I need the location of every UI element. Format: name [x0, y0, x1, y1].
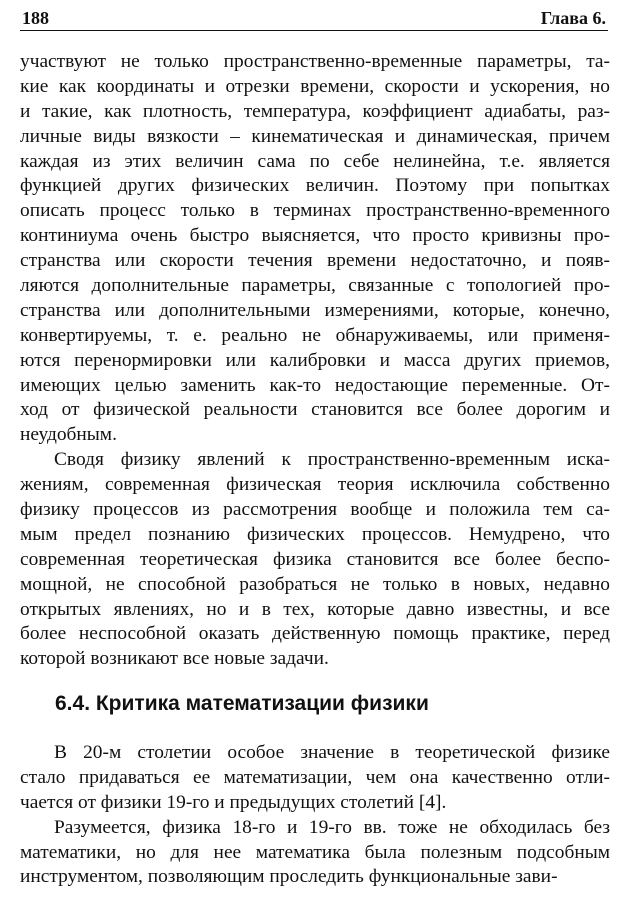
text-line: ход от физической реальности становится все более дорогим и: [20, 399, 610, 421]
text-line: функцией других физических величин. Поэтому при попытках: [20, 175, 610, 197]
text-line: и такие, как плотность, температура, коэффициент адиабаты, раз-: [20, 100, 610, 122]
text-line: более неспособной оказать действенную помощь практике, перед: [20, 623, 610, 645]
text-line: кие как координаты и отрезки времени, скорости и ускорения, но: [20, 75, 610, 97]
text-line: В 20-м столетии особое значение в теоретической физике: [54, 742, 610, 763]
body-text: [20, 50, 610, 672]
text-line: конвертируемы, т. е. реально не обнаруживаемы, или применя-: [20, 324, 610, 346]
text-line: математики, но для нее математика была полезным подсобным: [20, 841, 610, 863]
text-line: неудобным.: [20, 424, 117, 446]
text-line: странства или дополнительными измерениями, которые, конечно,: [20, 299, 610, 321]
text-line: личные виды вязкости – кинематическая и динамическая, причем: [20, 125, 610, 147]
text-line: мощной, не способной разобраться не только в новых, недавно: [20, 573, 610, 595]
text-line: имеющих целью заменить как-то недостающие переменные. От-: [20, 374, 610, 396]
text-line: современная теоретическая физика становится все более беспо-: [20, 548, 610, 570]
text-line: описать процесс только в терминах пространственно-временного: [20, 200, 610, 222]
text-line: мым предел познанию физических процессов. Немудрено, что: [20, 523, 610, 545]
section-heading: 6.4. Критика математизации физики: [55, 692, 429, 715]
text-line: чается от физики 19-го и предыдущих столетий [4].: [20, 791, 447, 813]
text-line: которой возникают все новые задачи.: [20, 648, 329, 670]
page-number: 188: [22, 8, 49, 28]
text-line: участвуют не только пространственно-временные параметры, та-: [20, 51, 610, 72]
text-line: открытых явлениях, но и в тех, которые давно известны, и все: [20, 598, 610, 620]
running-header: [20, 6, 608, 31]
text-line: странства или скорости течения времени недостаточно, и появ-: [20, 250, 610, 272]
text-line: жениям, современная физическая теория исключила собственно: [20, 474, 610, 496]
text-line: ляются дополнительные параметры, связанные с топологией про-: [20, 275, 610, 297]
text-line: физику процессов из рассмотрения вообще и положила тем са-: [20, 499, 610, 521]
section-body-text: [20, 741, 610, 890]
text-line: Сводя физику явлений к пространственно-временным иска-: [54, 449, 610, 471]
chapter-title: Глава 6.: [540, 8, 606, 28]
text-line: каждая из этих величин сама по себе нелинейна, т.е. является: [20, 150, 610, 172]
text-line: стало придаваться ее математизации, чем она качественно отли-: [20, 766, 610, 788]
text-line: Разумеется, физика 18-го и 19-го вв. тоже не обходилась без: [54, 816, 610, 838]
text-line: ются перенормировки или калибровки и масса других приемов,: [20, 349, 610, 371]
text-line: инструментом, позволяющим проследить функциональные зави-: [20, 866, 558, 888]
text-line: континиума очень быстро выясняется, что просто кривизны про-: [20, 225, 610, 247]
